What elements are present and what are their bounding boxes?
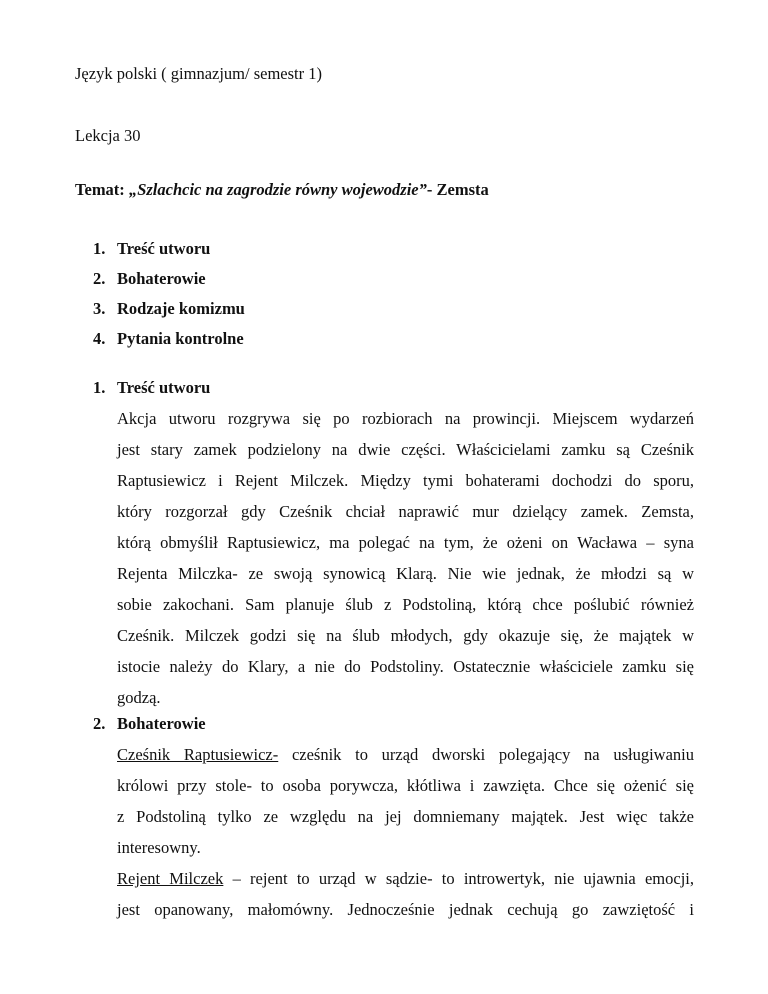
toc-item-label: Pytania kontrolne: [117, 329, 244, 348]
character-line: [117, 739, 694, 770]
paragraph-line: Raptusiewicz i Rejent Milczek. Między tymi bohaterami dochodzi do sporu,: [117, 471, 694, 490]
lesson-number: Lekcja 30: [75, 126, 141, 145]
toc-item-number: 1.: [93, 239, 106, 258]
paragraph-line: interesowny.: [117, 838, 201, 857]
character-name-czesnik: Cześnik Raptusiewicz-: [117, 745, 279, 764]
paragraph-line: z Podstoliną tylko ze względu na jej domniemany majątek. Jest więc także: [117, 807, 694, 826]
paragraph-line: jest opanowany, małomówny. Jednocześnie jednak cechują go zawziętość i: [117, 900, 694, 919]
paragraph-line: godzą.: [117, 688, 161, 707]
toc-item-label: Bohaterowie: [117, 269, 206, 288]
section-body-bohaterowie: [117, 739, 694, 925]
topic-suffix: - Zemsta: [426, 180, 489, 199]
section-title: Bohaterowie: [117, 714, 206, 733]
paragraph-line: Cześnik. Milczek godzi się na ślub młodych, gdy okazuje się, że majątek w: [117, 626, 694, 645]
section-title: Treść utworu: [117, 378, 211, 397]
toc-item: [93, 324, 245, 354]
character-name-rejent: Rejent Milczek: [117, 869, 224, 888]
toc-item: [93, 264, 245, 294]
paragraph-line: jest stary zamek podzielony na dwie części. Właścicielami zamku są Cześnik: [117, 440, 694, 459]
course-header: Język polski ( gimnazjum/ semestr 1): [75, 64, 322, 83]
toc-item-number: 4.: [93, 329, 106, 348]
paragraph-line: królowi przy stole- to osoba porywcza, kłótliwa i zawzięta. Chce się ożenić się: [117, 776, 694, 795]
paragraph-line: Rejenta Milczka- ze swoją synowicą Klarą. Nie wie jednak, że młodzi są w: [117, 564, 694, 583]
section-heading-bohaterowie: [93, 714, 206, 734]
lesson-topic: [75, 180, 489, 200]
paragraph-line: którą obmyślił Raptusiewicz, ma polegać na tym, że ożeni on Wacława – syna: [117, 533, 694, 552]
paragraph-line: Akcja utworu rozgrywa się po rozbiorach na prowincji. Miejscem wydarzeń: [117, 409, 694, 428]
section-heading-tresc: [93, 378, 210, 398]
paragraph-line: istocie należy do Klary, a nie do Podstoliny. Ostatecznie właściciele zamku się: [117, 657, 694, 676]
section-number: 1.: [93, 378, 106, 397]
toc-item-number: 2.: [93, 269, 106, 288]
table-of-contents: [93, 234, 245, 354]
topic-title: „Szlachcic na zagrodzie równy wojewodzie”: [128, 180, 427, 199]
paragraph-line: który rozgorzał gdy Cześnik chciał naprawić mur dzielący zamek. Zemsta,: [117, 502, 694, 521]
topic-label: Temat:: [75, 180, 129, 199]
section-body-tresc: [117, 403, 694, 713]
paragraph-line: sobie zakochani. Sam planuje ślub z Podstoliną, którą chce poślubić również: [117, 595, 694, 614]
toc-item: [93, 294, 245, 324]
toc-item-number: 3.: [93, 299, 106, 318]
character-description: – rejent to urząd w sądzie- to introwertyk, nie ujawnia emocji,: [223, 869, 694, 888]
toc-item-label: Rodzaje komizmu: [117, 299, 245, 318]
section-number: 2.: [93, 714, 106, 733]
toc-item-label: Treść utworu: [117, 239, 211, 258]
toc-item: [93, 234, 245, 264]
character-description: cześnik to urząd dworski polegający na usługiwaniu: [278, 745, 694, 764]
character-line: [117, 863, 694, 894]
